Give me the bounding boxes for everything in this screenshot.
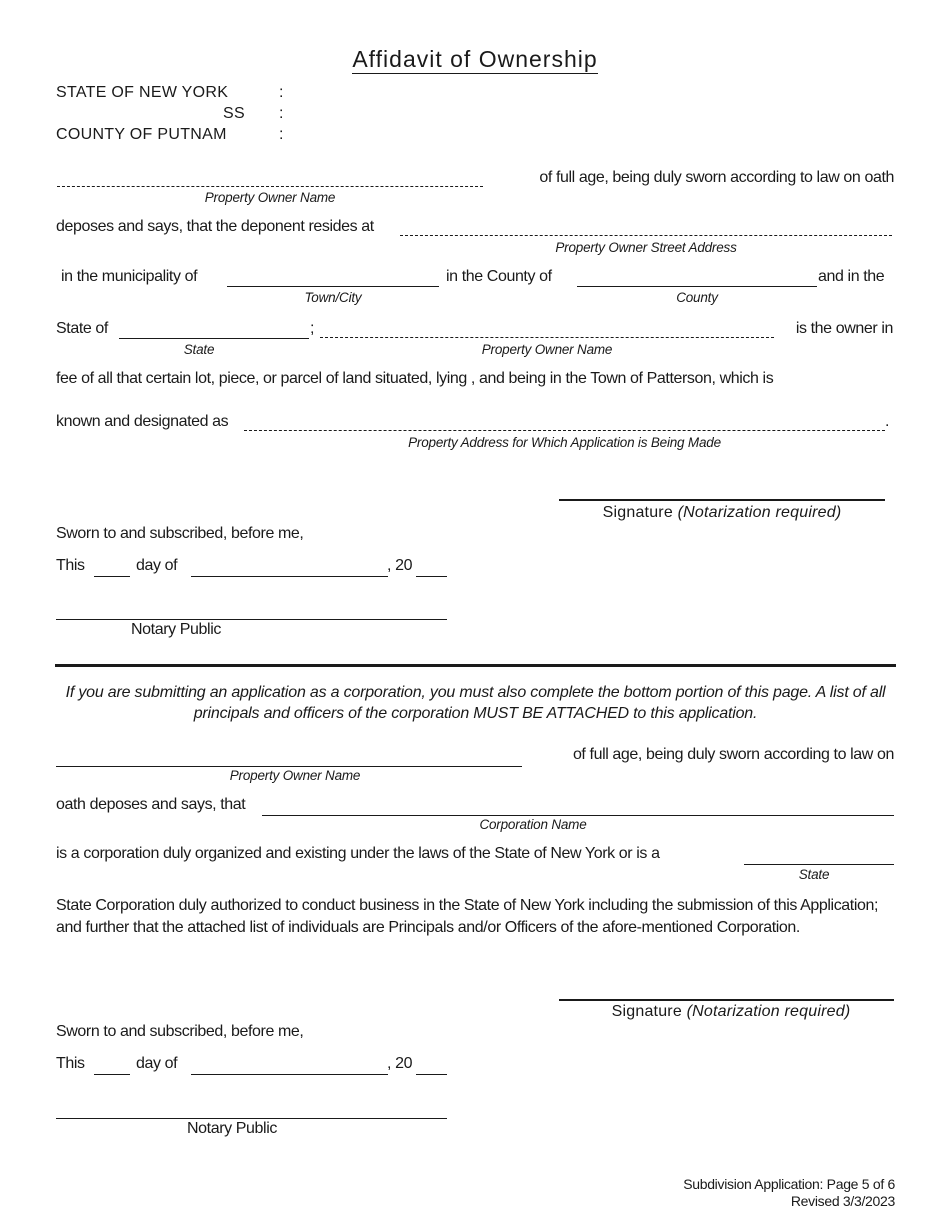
owner-name-field[interactable] (57, 186, 483, 187)
corp-paragraph: State Corporation duly authorized to conduct business in the State of New York including the submission of this Application; and further that the attached list of individuals are Principals and/or Officers of the afore-mentioned Corporation. (56, 897, 879, 936)
corp-signature-caption (568, 1003, 894, 1021)
property-address-field[interactable] (244, 430, 885, 431)
state-of-text: State of (56, 320, 108, 337)
month-field[interactable] (191, 576, 388, 577)
notarization-note: (Notarization required) (677, 504, 842, 521)
corporation-note: If you are submitting an application as a corporation, you must also complete the bottom portion of this page. A list of all principals and officers of the corporation MUST BE ATTACHED to this application. (65, 684, 886, 722)
corp-deposes-text: oath deposes and says, that (56, 796, 246, 813)
corp-year-field[interactable] (416, 1074, 447, 1075)
state-venue: STATE OF NEW YORK (56, 84, 229, 101)
municipality-text: in the municipality of (61, 268, 198, 285)
county-field[interactable] (577, 286, 817, 287)
street-caption: Property Owner Street Address (555, 240, 737, 255)
fee-text: fee of all that certain lot, piece, or parcel of land situated, lying , and being in the Town of Patterson, which is (56, 370, 774, 387)
revised-date: Revised 3/3/2023 (790, 1193, 895, 1209)
known-as-text: known and designated as (56, 413, 229, 430)
corp-name-caption: Corporation Name (479, 817, 587, 832)
section-divider (55, 664, 896, 667)
page-title: Affidavit of Ownership (352, 46, 598, 72)
corp-notary-signature-line[interactable] (56, 1118, 447, 1119)
notary-signature-line[interactable] (56, 619, 447, 620)
county-text: in the County of (446, 268, 552, 285)
state-field[interactable] (119, 338, 309, 339)
corp-state-field[interactable] (744, 864, 894, 865)
corp-signature-line[interactable] (559, 999, 894, 1001)
corp-day-field[interactable] (94, 1074, 130, 1075)
year-prefix: , 20 (387, 557, 413, 574)
venue-colon: : (279, 105, 284, 122)
venue-colon: : (279, 84, 284, 101)
county-caption: County (676, 290, 718, 305)
sworn-text: Sworn to and subscribed, before me, (56, 525, 304, 542)
day-of-label: day of (136, 557, 178, 574)
owner-name-caption-2: Property Owner Name (481, 342, 613, 357)
property-caption: Property Address for Which Application is Being Made (408, 435, 721, 450)
deposes-text: deposes and says, that the deponent resides at (56, 218, 374, 235)
ss-label: SS (223, 105, 245, 122)
page-info: Subdivision Application: Page 5 of 6 (683, 1176, 895, 1192)
this-label: This (56, 557, 85, 574)
state-caption: State (183, 342, 215, 357)
semicolon: ; (310, 320, 315, 337)
owner-in-text: is the owner in (795, 320, 893, 337)
signature-caption (559, 504, 885, 522)
signature-line[interactable] (559, 499, 885, 501)
town-field[interactable] (227, 286, 439, 287)
corp-owner-caption: Property Owner Name (229, 768, 361, 783)
corp-sworn-text: Sworn to and subscribed, before me, (56, 1023, 304, 1040)
corp-owner-name-field[interactable] (56, 766, 522, 767)
owner-name-caption: Property Owner Name (204, 190, 336, 205)
owner-name-field-2[interactable] (320, 337, 774, 338)
corp-oath-text: of full age, being duly sworn according to law on (572, 746, 894, 763)
corp-notary-public-label: Notary Public (187, 1120, 277, 1137)
corp-organized-text: is a corporation duly organized and existing under the laws of the State of New York or is a (56, 845, 660, 862)
owner-street-field[interactable] (400, 235, 892, 236)
page-footer (683, 1176, 895, 1210)
signature-label: Signature (602, 504, 673, 521)
notary-public-label: Notary Public (131, 621, 221, 638)
period: . (885, 413, 890, 430)
corp-this-label: This (56, 1055, 85, 1072)
town-caption: Town/City (304, 290, 362, 305)
corp-month-field[interactable] (191, 1074, 388, 1075)
corp-notarization-note: (Notarization required) (686, 1003, 851, 1020)
county-venue: COUNTY OF PUTNAM (56, 126, 227, 143)
corp-day-of-label: day of (136, 1055, 178, 1072)
venue-colon: : (279, 126, 284, 143)
oath-text: of full age, being duly sworn according to law on oath (539, 169, 894, 186)
corp-year-prefix: , 20 (387, 1055, 413, 1072)
year-field[interactable] (416, 576, 447, 577)
and-in-the-text: and in the (818, 268, 885, 285)
day-field[interactable] (94, 576, 130, 577)
corp-signature-label: Signature (611, 1003, 682, 1020)
corp-state-caption: State (798, 867, 830, 882)
corporation-name-field[interactable] (262, 815, 894, 816)
